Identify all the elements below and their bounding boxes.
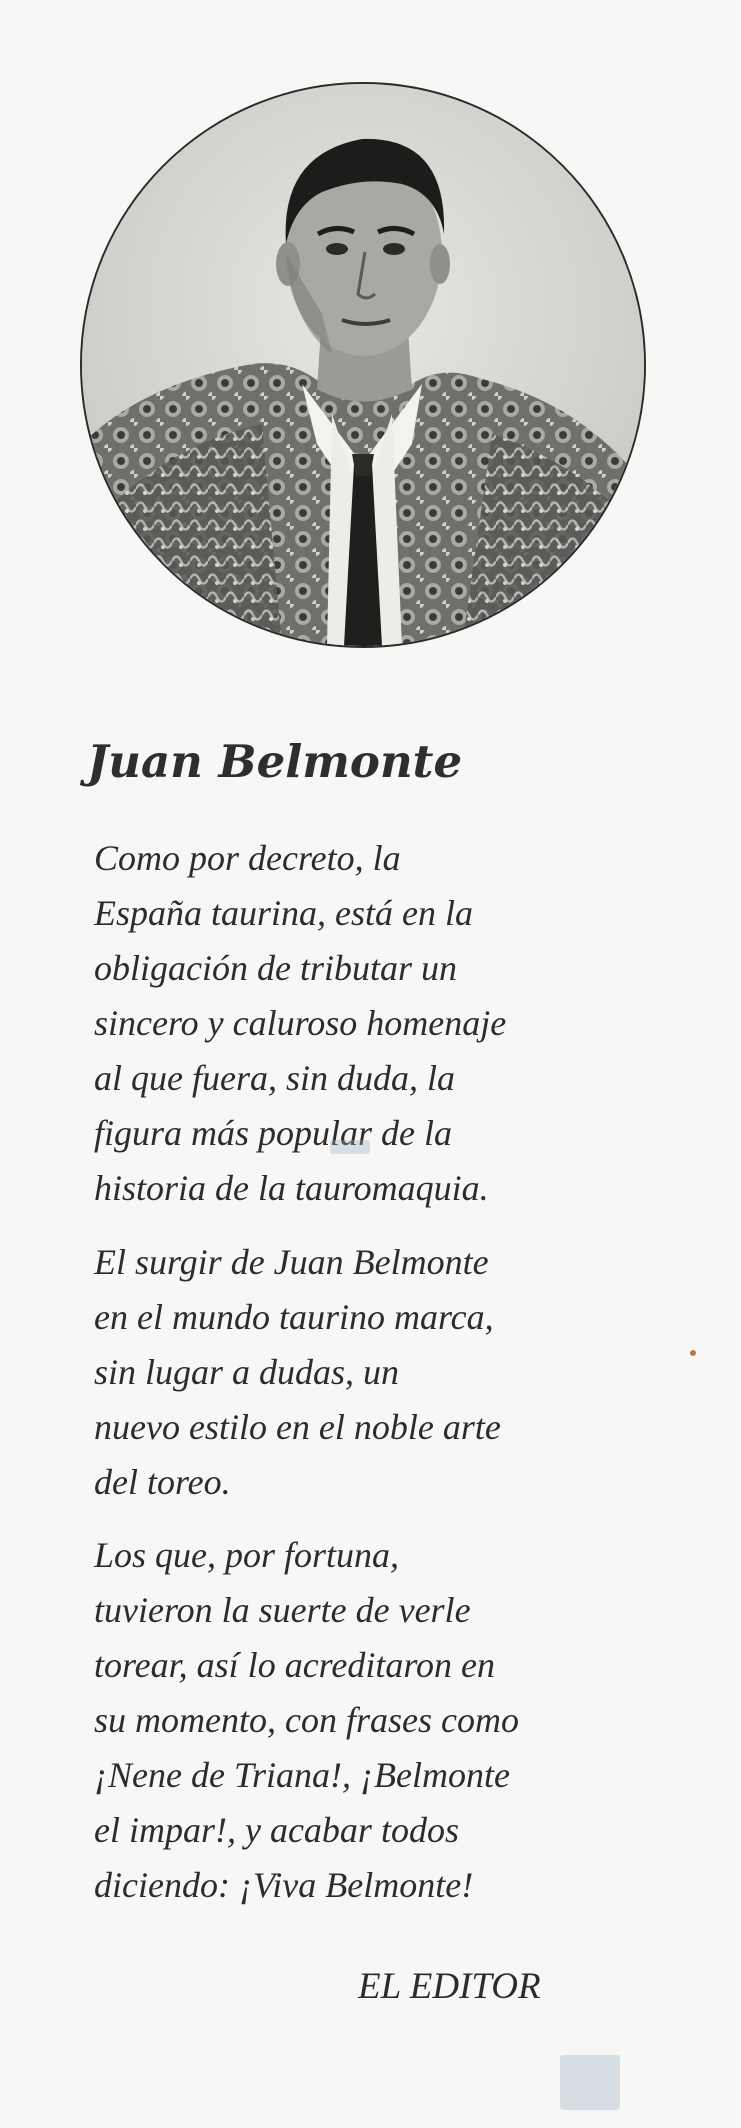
paragraph-line: Los que, por fortuna,	[94, 1535, 400, 1575]
paragraph-3	[94, 1528, 614, 1913]
paragraph-line: diciendo: ¡Viva Belmonte!	[94, 1865, 474, 1905]
paper-speck	[690, 1350, 696, 1356]
ink-bleed-mark	[560, 2055, 620, 2110]
paragraph-line: en el mundo taurino marca,	[94, 1297, 494, 1337]
paragraph-line: del toreo.	[94, 1462, 231, 1502]
paragraph-line: ¡Nene de Triana!, ¡Belmonte	[94, 1755, 510, 1795]
page-title: Juan Belmonte	[87, 735, 463, 788]
paragraph-line: figura más popular de la	[94, 1113, 453, 1153]
paragraph-1	[94, 831, 614, 1216]
paragraph-line: historia de la tauromaquia.	[94, 1168, 489, 1208]
ink-bleed-mark	[330, 1140, 370, 1154]
paragraph-line: El surgir de Juan Belmonte	[94, 1242, 489, 1282]
paragraph-line: España taurina, está en la	[94, 893, 473, 933]
portrait-photo	[80, 82, 646, 648]
portrait-illustration	[82, 84, 644, 646]
paragraph-line: obligación de tributar un	[94, 948, 457, 988]
paragraph-line: nuevo estilo en el noble arte	[94, 1407, 501, 1447]
paragraph-2	[94, 1235, 614, 1510]
paragraph-line: sin lugar a dudas, un	[94, 1352, 400, 1392]
signature: EL EDITOR	[358, 1966, 541, 2007]
paragraph-line: el impar!, y acabar todos	[94, 1810, 459, 1850]
paragraph-line: su momento, con frases como	[94, 1700, 519, 1740]
paragraph-line: sincero y caluroso homenaje	[94, 1003, 507, 1043]
paragraph-line: Como por decreto, la	[94, 838, 401, 878]
paragraph-line: tuvieron la suerte de verle	[94, 1590, 471, 1630]
paragraph-line: torear, así lo acreditaron en	[94, 1645, 495, 1685]
paragraph-line: al que fuera, sin duda, la	[94, 1058, 455, 1098]
